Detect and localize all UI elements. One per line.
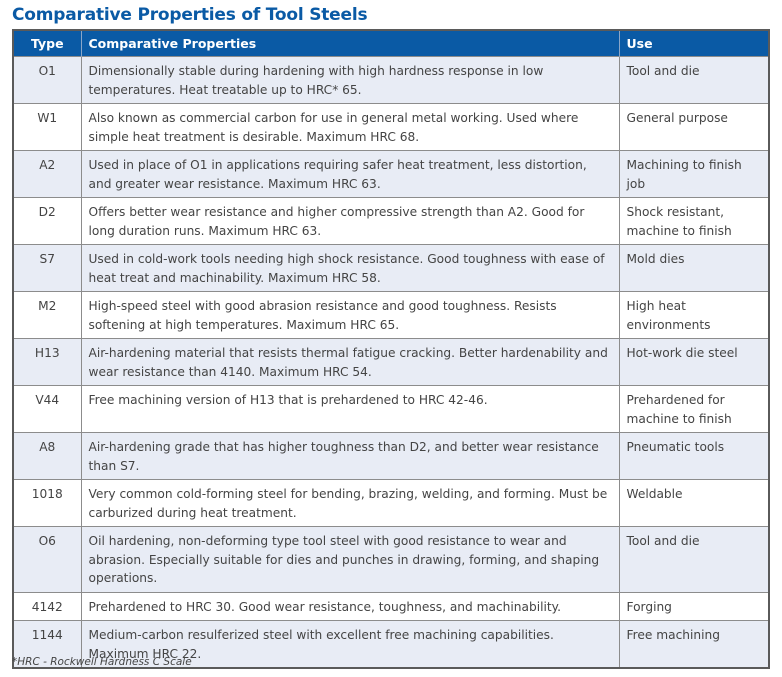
cell-type: M2 (13, 292, 81, 339)
table-row (13, 104, 769, 151)
cell-type: O1 (13, 57, 81, 104)
page-title: Comparative Properties of Tool Steels (12, 5, 368, 25)
table-row (13, 592, 769, 621)
cell-properties: Used in place of O1 in applications requiring safer heat treatment, less distortion, and greater wear resistance. Maximum HRC 63. (81, 151, 619, 198)
cell-type: 1018 (13, 480, 81, 527)
cell-type: S7 (13, 245, 81, 292)
column-header-properties: Comparative Properties (81, 30, 619, 57)
cell-properties: Air-hardening grade that has higher toughness than D2, and better wear resistance than S7. (81, 433, 619, 480)
cell-properties: Medium-carbon resulferized steel with excellent free machining capabilities. Maximum HRC 22. (81, 621, 619, 669)
cell-use: Shock resistant, machine to finish (619, 198, 769, 245)
cell-use: Tool and die (619, 57, 769, 104)
cell-type: O6 (13, 527, 81, 593)
cell-properties: Used in cold-work tools needing high shock resistance. Good toughness with ease of heat treat and machinability. Maximum HRC 58. (81, 245, 619, 292)
table-row (13, 433, 769, 480)
table-row (13, 480, 769, 527)
cell-properties: Dimensionally stable during hardening with high hardness response in low temperatures. Heat treatable up to HRC* 65. (81, 57, 619, 104)
table-row (13, 245, 769, 292)
table-row (13, 386, 769, 433)
cell-use: Hot-work die steel (619, 339, 769, 386)
table-row (13, 151, 769, 198)
cell-type: A2 (13, 151, 81, 198)
table-row (13, 57, 769, 104)
table-row (13, 292, 769, 339)
table-row (13, 527, 769, 593)
cell-type: W1 (13, 104, 81, 151)
cell-use: Tool and die (619, 527, 769, 593)
cell-properties: Also known as commercial carbon for use in general metal working. Used where simple heat treatment is desirable. Maximum HRC 68. (81, 104, 619, 151)
cell-use: High heat environments (619, 292, 769, 339)
column-header-use: Use (619, 30, 769, 57)
cell-type: H13 (13, 339, 81, 386)
cell-properties: High-speed steel with good abrasion resistance and good toughness. Resists softening at high temperatures. Maximum HRC 65. (81, 292, 619, 339)
cell-properties: Offers better wear resistance and higher compressive strength than A2. Good for long duration runs. Maximum HRC 63. (81, 198, 619, 245)
cell-use: General purpose (619, 104, 769, 151)
cell-use: Free machining (619, 621, 769, 669)
cell-type: D2 (13, 198, 81, 245)
cell-properties: Free machining version of H13 that is prehardened to HRC 42-46. (81, 386, 619, 433)
cell-type: 1144 (13, 621, 81, 669)
cell-use: Machining to finish job (619, 151, 769, 198)
cell-properties: Oil hardening, non-deforming type tool steel with good resistance to wear and abrasion. Especially suitable for dies and punches in drawing, forming, and shaping operations. (81, 527, 619, 593)
cell-properties: Prehardened to HRC 30. Good wear resistance, toughness, and machinability. (81, 592, 619, 621)
table-header-row (13, 30, 769, 57)
cell-use: Prehardened for machine to finish (619, 386, 769, 433)
cell-use: Weldable (619, 480, 769, 527)
tool-steel-table (12, 29, 770, 669)
cell-properties: Very common cold-forming steel for bending, brazing, welding, and forming. Must be carburized during heat treatment. (81, 480, 619, 527)
table-row (13, 339, 769, 386)
table-row (13, 198, 769, 245)
column-header-type: Type (13, 30, 81, 57)
cell-properties: Air-hardening material that resists thermal fatigue cracking. Better hardenability and wear resistance than 4140. Maximum HRC 54. (81, 339, 619, 386)
footnote-hrc: *HRC - Rockwell Hardness C Scale (12, 656, 192, 668)
cell-use: Pneumatic tools (619, 433, 769, 480)
cell-type: V44 (13, 386, 81, 433)
cell-use: Mold dies (619, 245, 769, 292)
cell-use: Forging (619, 592, 769, 621)
cell-type: 4142 (13, 592, 81, 621)
cell-type: A8 (13, 433, 81, 480)
